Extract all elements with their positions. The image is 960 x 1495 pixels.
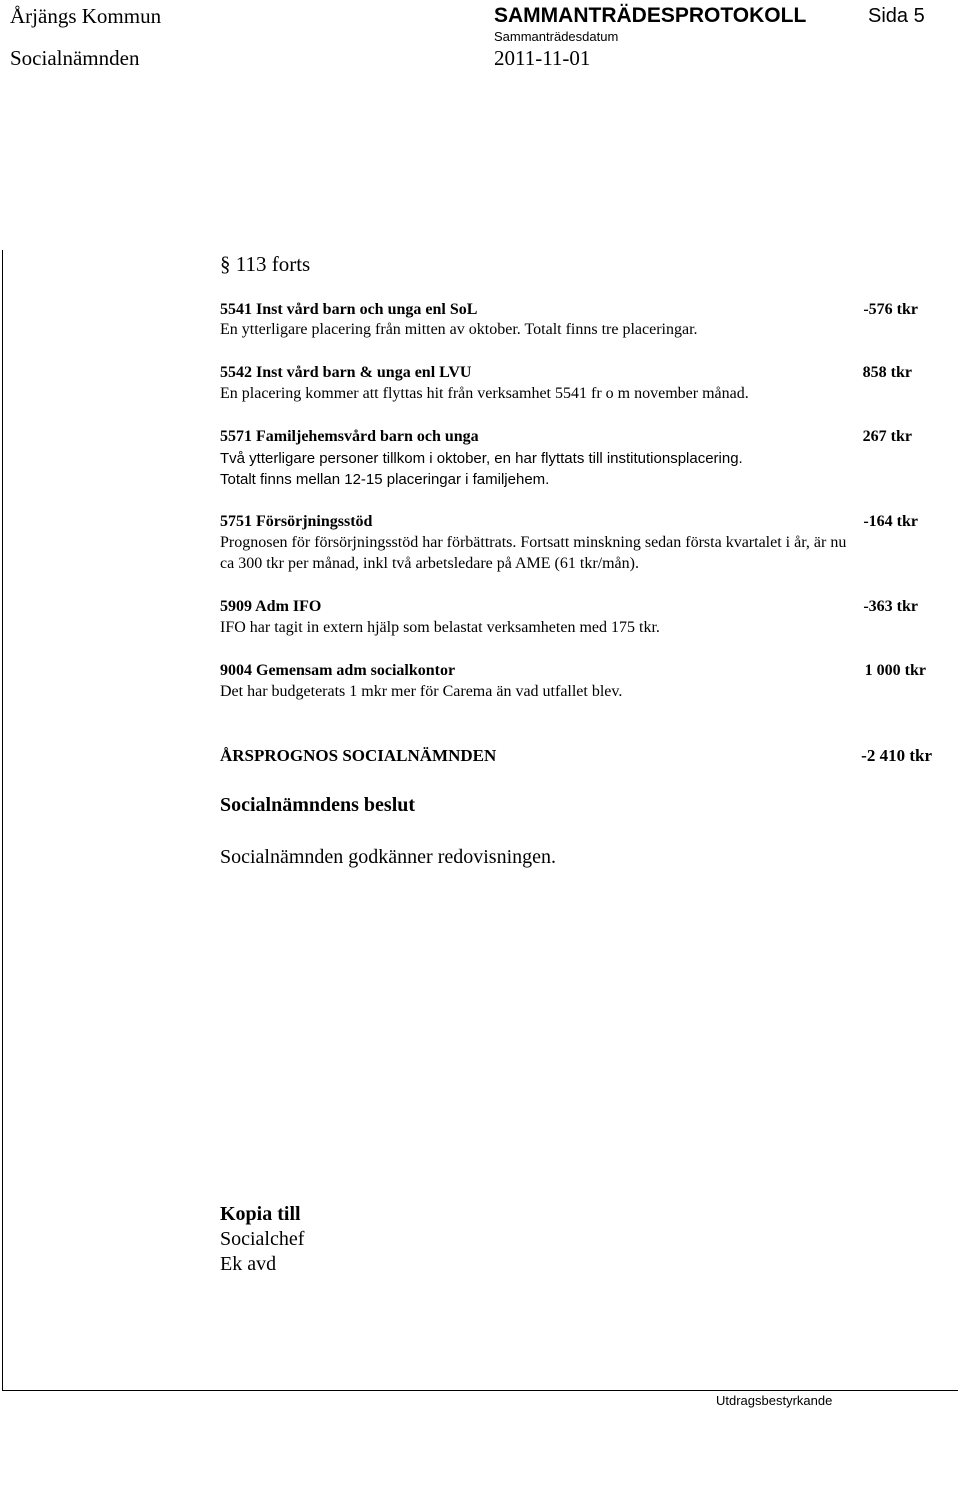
item-title: 5909 Adm IFO <box>220 598 322 615</box>
date-label: Sammanträdesdatum <box>494 29 619 44</box>
copy-recipient: Ek avd <box>220 1253 277 1275</box>
item-description: Två ytterligare personer tillkom i oktober, en har flyttats till institutionsplacering. <box>220 450 743 467</box>
meeting-date: 2011-11-01 <box>494 46 591 70</box>
left-margin-line <box>2 250 3 1390</box>
decision-heading: Socialnämndens beslut <box>220 794 416 816</box>
item-description: IFO har tagit in extern hjälp som belastat verksamheten med 175 tkr. <box>220 619 660 636</box>
decision-text: Socialnämnden godkänner redovisningen. <box>220 846 557 868</box>
item-amount: 858 tkr <box>862 364 912 381</box>
page-number: Sida 5 <box>868 5 925 27</box>
certification-label: Utdragsbestyrkande <box>716 1393 833 1408</box>
item-title: 5571 Familjehemsvård barn och unga <box>220 428 479 445</box>
board-name: Socialnämnden <box>10 46 140 70</box>
item-description: Det har budgeterats 1 mkr mer för Carema än vad utfallet blev. <box>220 683 623 700</box>
copy-recipient: Socialchef <box>220 1228 305 1250</box>
item-title: 5751 Försörjningsstöd <box>220 513 373 530</box>
municipality-name: Årjängs Kommun <box>10 4 162 28</box>
section-heading: § 113 forts <box>220 252 311 276</box>
item-amount: 1 000 tkr <box>864 662 926 679</box>
item-description: En placering kommer att flyttas hit från verksamhet 5541 fr o m november månad. <box>220 385 749 402</box>
item-title: 5541 Inst vård barn och unga enl SoL <box>220 301 478 318</box>
item-amount: 267 tkr <box>862 428 912 445</box>
item-title: 9004 Gemensam adm socialkontor <box>220 662 456 679</box>
copy-heading: Kopia till <box>220 1203 301 1225</box>
item-amount: -164 tkr <box>863 513 918 530</box>
item-title: 5542 Inst vård barn & unga enl LVU <box>220 364 472 381</box>
item-description: En ytterligare placering från mitten av oktober. Totalt finns tre placeringar. <box>220 321 698 338</box>
item-amount: -363 tkr <box>863 598 918 615</box>
forecast-amount: -2 410 tkr <box>861 746 932 765</box>
document-title: SAMMANTRÄDESPROTOKOLL <box>494 4 807 27</box>
item-description: ca 300 tkr per månad, inkl två arbetsledare på AME (61 tkr/mån). <box>220 555 639 572</box>
item-description: Prognosen för försörjningsstöd har förbättrats. Fortsatt minskning sedan första kvartalet i år, är nu <box>220 534 847 551</box>
item-description: Totalt finns mellan 12-15 placeringar i familjehem. <box>220 471 550 488</box>
footer-rule <box>2 1390 958 1391</box>
forecast-label: ÅRSPROGNOS SOCIALNÄMNDEN <box>220 746 497 765</box>
item-amount: -576 tkr <box>863 301 918 318</box>
